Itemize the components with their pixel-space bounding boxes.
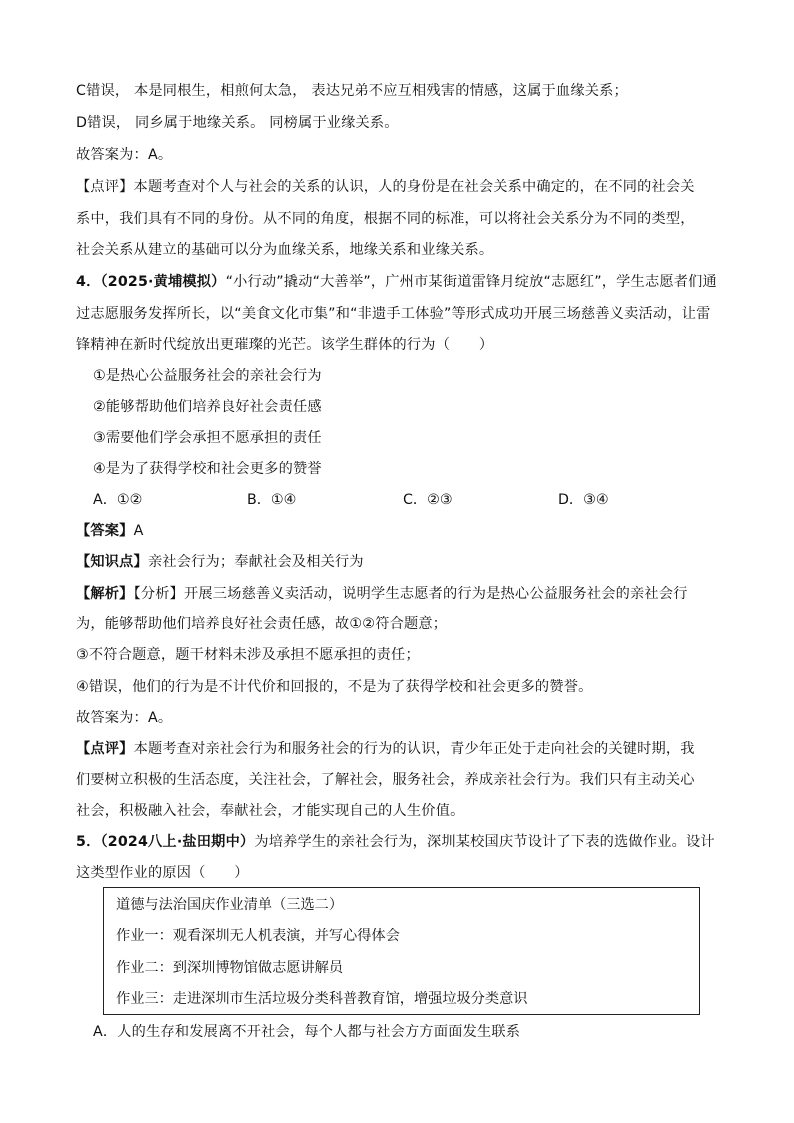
text-line: D错误， 同乡属于地缘关系。 同榜属于业缘关系。: [76, 115, 399, 131]
comment-text: 本题考查对亲社会行为和服务社会的行为的认识，青少年正处于走向社会的关键时期，我: [133, 741, 695, 757]
option-b: B．①④: [247, 492, 297, 508]
statement-item: ①是热心公益服务社会的亲社会行为: [93, 368, 322, 384]
homework-list-box: [103, 887, 700, 1015]
comment-line: 们要树立积极的生活态度，关注社会，了解社会，服务社会，养成亲社会行为。我们只有主动关心: [76, 772, 695, 788]
statement-item: ②能够帮助他们培养良好社会责任感: [93, 399, 322, 415]
homework-item: 作业二：到深圳博物馆做志愿讲解员: [116, 960, 344, 976]
comment-line: 社会关系从建立的基础可以分为血缘关系，地缘关系和业缘关系。: [76, 242, 494, 258]
analysis-line: ③不符合题意，题干材料未涉及承担不愿承担的责任；: [76, 647, 420, 663]
question-4-stem: 4．（2025·黄埔模拟）“小行动”撬动“大善举”，广州市某街道雷锋月绽放“志愿红”，学生志愿者们通: [76, 274, 717, 290]
analysis-tag: 【解析】: [76, 586, 134, 602]
question-source: （2025·黄埔模拟）: [100, 274, 226, 290]
question-4-stem-cont: 过志愿服务发挥所长，以“美食文化市集”和“非遗手工体验”等形式成功开展三场慈善义卖活动，让雷: [76, 306, 711, 322]
analysis-subtag: 【分析】: [133, 586, 185, 602]
analysis-line: 为，能够帮助他们培养良好社会责任感，故①②符合题意；: [76, 616, 448, 632]
conclusion-line: 故答案为：A。: [76, 710, 173, 726]
text-line: 故答案为：A。: [76, 147, 173, 163]
comment-line: 【点评】本题考查对个人与社会的关系的认识，人的身份是在社会关系中确定的，在不同的社会关: [76, 179, 695, 195]
question-source: （2024八上·盐田期中）: [100, 834, 255, 850]
homework-list-title: 道德与法治国庆作业清单（三选二）: [116, 897, 344, 913]
comment-line: 系中，我们具有不同的身份。从不同的角度，根据不同的标准，可以将社会关系分为不同的类型，: [76, 211, 695, 227]
comment-line: 社会，积极融入社会，奉献社会，才能实现自己的人生价值。: [76, 803, 465, 819]
question-text: 为培养学生的亲社会行为，深圳某校国庆节设计了下表的选做作业。设计: [254, 834, 715, 850]
option-a: A．人的生存和发展离不开社会，每个人都与社会方方面面发生联系: [93, 1024, 521, 1040]
question-text: “小行动”撬动“大善举”，广州市某街道雷锋月绽放“志愿红”，学生志愿者们通: [225, 274, 717, 290]
question-number: 4: [76, 274, 87, 290]
knowledge-point-tag: 【知识点】: [76, 554, 148, 570]
answer-line: [76, 521, 726, 541]
question-number: 5: [76, 834, 87, 850]
comment-tag: 【点评】: [76, 741, 134, 757]
knowledge-point-line: [76, 552, 726, 572]
option-c: C．②③: [403, 492, 453, 508]
question-5-stem: 5．（2024八上·盐田期中）为培养学生的亲社会行为，深圳某校国庆节设计了下表的选做作业。设计: [76, 834, 715, 850]
option-d: D．③④: [558, 492, 609, 508]
text-line: C错误， 本是同根生，相煎何太急， 表达兄弟不应互相残害的情感，这属于血缘关系；: [76, 83, 628, 99]
statement-item: ④是为了获得学校和社会更多的赞誉: [93, 461, 322, 477]
homework-item: 作业一：观看深圳无人机表演，并写心得体会: [116, 928, 400, 944]
comment-line: [76, 739, 726, 759]
answer-tag: 【答案】: [76, 523, 134, 539]
statement-item: ③需要他们学会承担不愿承担的责任: [93, 430, 322, 446]
homework-item: 作业三：走进深圳市生活垃圾分类科普教育馆，增强垃圾分类意识: [116, 991, 528, 1007]
analysis-text: 开展三场慈善义卖活动，说明学生志愿者的行为是热心公益服务社会的亲社会行: [184, 586, 688, 602]
analysis-line: [76, 584, 726, 604]
question-4-stem-cont: 锋精神在新时代绽放出更璀璨的光芒。该学生群体的行为（ ）: [76, 337, 494, 353]
option-a: A．①②: [93, 492, 143, 508]
knowledge-point-text: 亲社会行为；奉献社会及相关行为: [147, 554, 364, 570]
analysis-line: ④错误，他们的行为是不计代价和回报的，不是为了获得学校和社会更多的赞誉。: [76, 679, 593, 695]
answer-value: A: [133, 523, 144, 539]
question-5-stem-cont: 这类型作业的原因（ ）: [76, 865, 249, 881]
